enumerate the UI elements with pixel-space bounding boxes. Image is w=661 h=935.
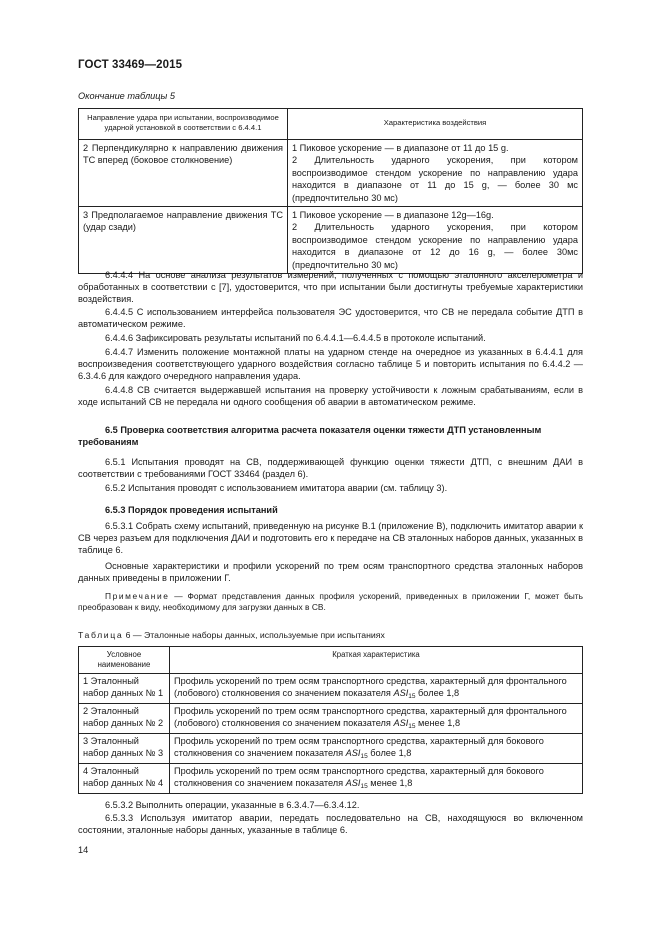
note-label: Примечание <box>105 591 170 601</box>
paragraph-6532: 6.5.3.2 Выполнить операции, указанные в 6.3.4.7—6.3.4.12. <box>105 800 360 810</box>
note <box>78 591 583 613</box>
document-header: ГОСТ 33469—2015 <box>78 59 183 71</box>
paragraph-basic-characteristics: Основные характеристики и профили ускорений по трем осям транспортного средства эталонных наборов данных приведены в приложении Г. <box>78 561 583 584</box>
paragraph-651: 6.5.1 Испытания проводят на СВ, поддерживающей функцию оценки тяжести ДТП, с внешним ДАИ в соответствии с требованиями ГОСТ 33464 (раздел 6). <box>78 457 583 480</box>
table-row <box>79 764 583 794</box>
table5-col1-header: Направление удара при испытании, воспроизводимое ударной установкой в соответствии с 6.4.4.1 <box>79 109 288 140</box>
table5-caption: Окончание таблицы 5 <box>78 91 175 101</box>
paragraph-6444: 6.4.4.4 На основе анализа результатов измерений, полученных с помощью эталонного акселерометра и обработанных в соответствии с [7], удостоверится, что при испытании были достигнуты требуемые характеристики воздействия. <box>78 270 583 305</box>
characteristic-item-1: 1 Пиковое ускорение — в диапазоне от 11 до 15 g. <box>292 143 509 153</box>
table-5 <box>78 108 583 274</box>
section-heading-6-5-3: 6.5.3 Порядок проведения испытаний <box>105 505 278 515</box>
table5-characteristic-cell <box>288 207 583 274</box>
direction-text: 3 Предполагаемое направление движения ТС (удар сзади) <box>83 210 283 233</box>
page-number: 14 <box>78 845 89 855</box>
section-heading-6-5: 6.5 Проверка соответствия алгоритма расчета показателя оценки тяжести ДТП установленным требованиям <box>78 425 542 447</box>
table5-characteristic-cell <box>288 140 583 207</box>
table6-header-row <box>79 647 583 674</box>
table6-col1-header: Условное наименование <box>79 647 170 674</box>
paragraph-6446: 6.4.4.6 Зафиксировать результаты испытаний по 6.4.4.1—6.4.4.5 в протоколе испытаний. <box>105 333 486 343</box>
table-row <box>79 674 583 704</box>
paragraph-6445: 6.4.4.5 С использованием интерфейса пользователя ЭС удостоверится, что СВ не передала событие ДТП в автоматическом режиме. <box>78 307 583 330</box>
direction-text: 2 Перпендикулярно к направлению движения ТС вперед (боковое столкновение) <box>83 143 283 166</box>
table6-col2-header: Краткая характеристика <box>170 647 583 674</box>
table-row <box>79 140 583 207</box>
dataset-description-cell: Профиль ускорений по трем осям транспортного средства, характерный для фронтального (лобового) столкновения со значением показателя $ASI_{15}$ более 1,8 <box>170 674 583 704</box>
table6-caption: Таблица 6 — Эталонные наборы данных, используемые при испытаниях <box>78 630 385 640</box>
table5-col2-header: Характеристика воздействия <box>288 109 583 140</box>
dataset-name-cell: 4 Эталонный набор данных № 4 <box>79 764 170 794</box>
paragraph-6531: 6.5.3.1 Собрать схему испытаний, приведенную на рисунке В.1 (приложение В), подключить имитатор аварии к СВ через разъем для подключения ДАИ и подготовить его к передаче на СВ эталонных наборов данных, указанных в таблице 6. <box>78 521 583 556</box>
characteristic-item-2: 2 Длительность ударного ускорения, при котором воспроизводимое стендом ускорение по направлению удара находится в диапазоне от 11 до 15 g, — более 30 мс (предпочтительно 30 мс) <box>292 155 578 203</box>
paragraph-6533: 6.5.3.3 Используя имитатор аварии, передать последовательно на СВ, находящуюся во включенном состоянии, эталонные наборы данных, указанные в таблице 6. <box>78 813 583 836</box>
note-text: — Формат представления данных профиля ускорений, приведенных в приложении Г, может быть преобразован к виду, необходимому для загрузки данных в СВ. <box>78 591 583 612</box>
dataset-description-cell: Профиль ускорений по трем осям транспортного средства, характерный для бокового столкновения со значением показателя $ASI_{15}$ менее 1,8 <box>170 764 583 794</box>
dataset-name-cell: 3 Эталонный набор данных № 3 <box>79 734 170 764</box>
table-row <box>79 207 583 274</box>
table5-direction-cell <box>79 140 288 207</box>
dataset-description-cell: Профиль ускорений по трем осям транспортного средства, характерный для бокового столкновения со значением показателя $ASI_{15}$ более 1,8 <box>170 734 583 764</box>
dataset-description-cell: Профиль ускорений по трем осям транспортного средства, характерный для фронтального (лобового) столкновения со значением показателя $ASI_{15}$ менее 1,8 <box>170 704 583 734</box>
table-row <box>79 734 583 764</box>
paragraph-6448: 6.4.4.8 СВ считается выдержавшей испытания на проверку устойчивости к ложным срабатываниям, если в ходе испытаний СВ не передала ни одного сообщения об аварии в автоматическом режиме. <box>78 385 583 408</box>
characteristic-item-2: 2 Длительность ударного ускорения, при котором воспроизводимое стендом ускорение по направлению удара находится в диапазоне от 12 до 16 g, — более 30мс (предпочтительно 30 мс) <box>292 222 578 270</box>
paragraph-652: 6.5.2 Испытания проводят с использованием имитатора аварии (см. таблицу 3). <box>105 483 448 493</box>
dataset-name-cell: 1 Эталонный набор данных № 1 <box>79 674 170 704</box>
characteristic-item-1: 1 Пиковое ускорение — в диапазоне 12g—16g. <box>292 210 494 221</box>
table-row <box>79 704 583 734</box>
dataset-name-cell: 2 Эталонный набор данных № 2 <box>79 704 170 734</box>
table5-direction-cell <box>79 207 288 274</box>
paragraph-6447: 6.4.4.7 Изменить положение монтажной платы на ударном стенде на очередное из указанных в 6.4.4.1 для воспроизведения соответствующего ударного воздействия согласно таблице 5 и повторить испытания по 6.4.4.2 — 6.3.4.6 для каждого очередного направления удара. <box>78 347 583 382</box>
table5-header-row <box>79 109 583 140</box>
table-6 <box>78 646 583 794</box>
